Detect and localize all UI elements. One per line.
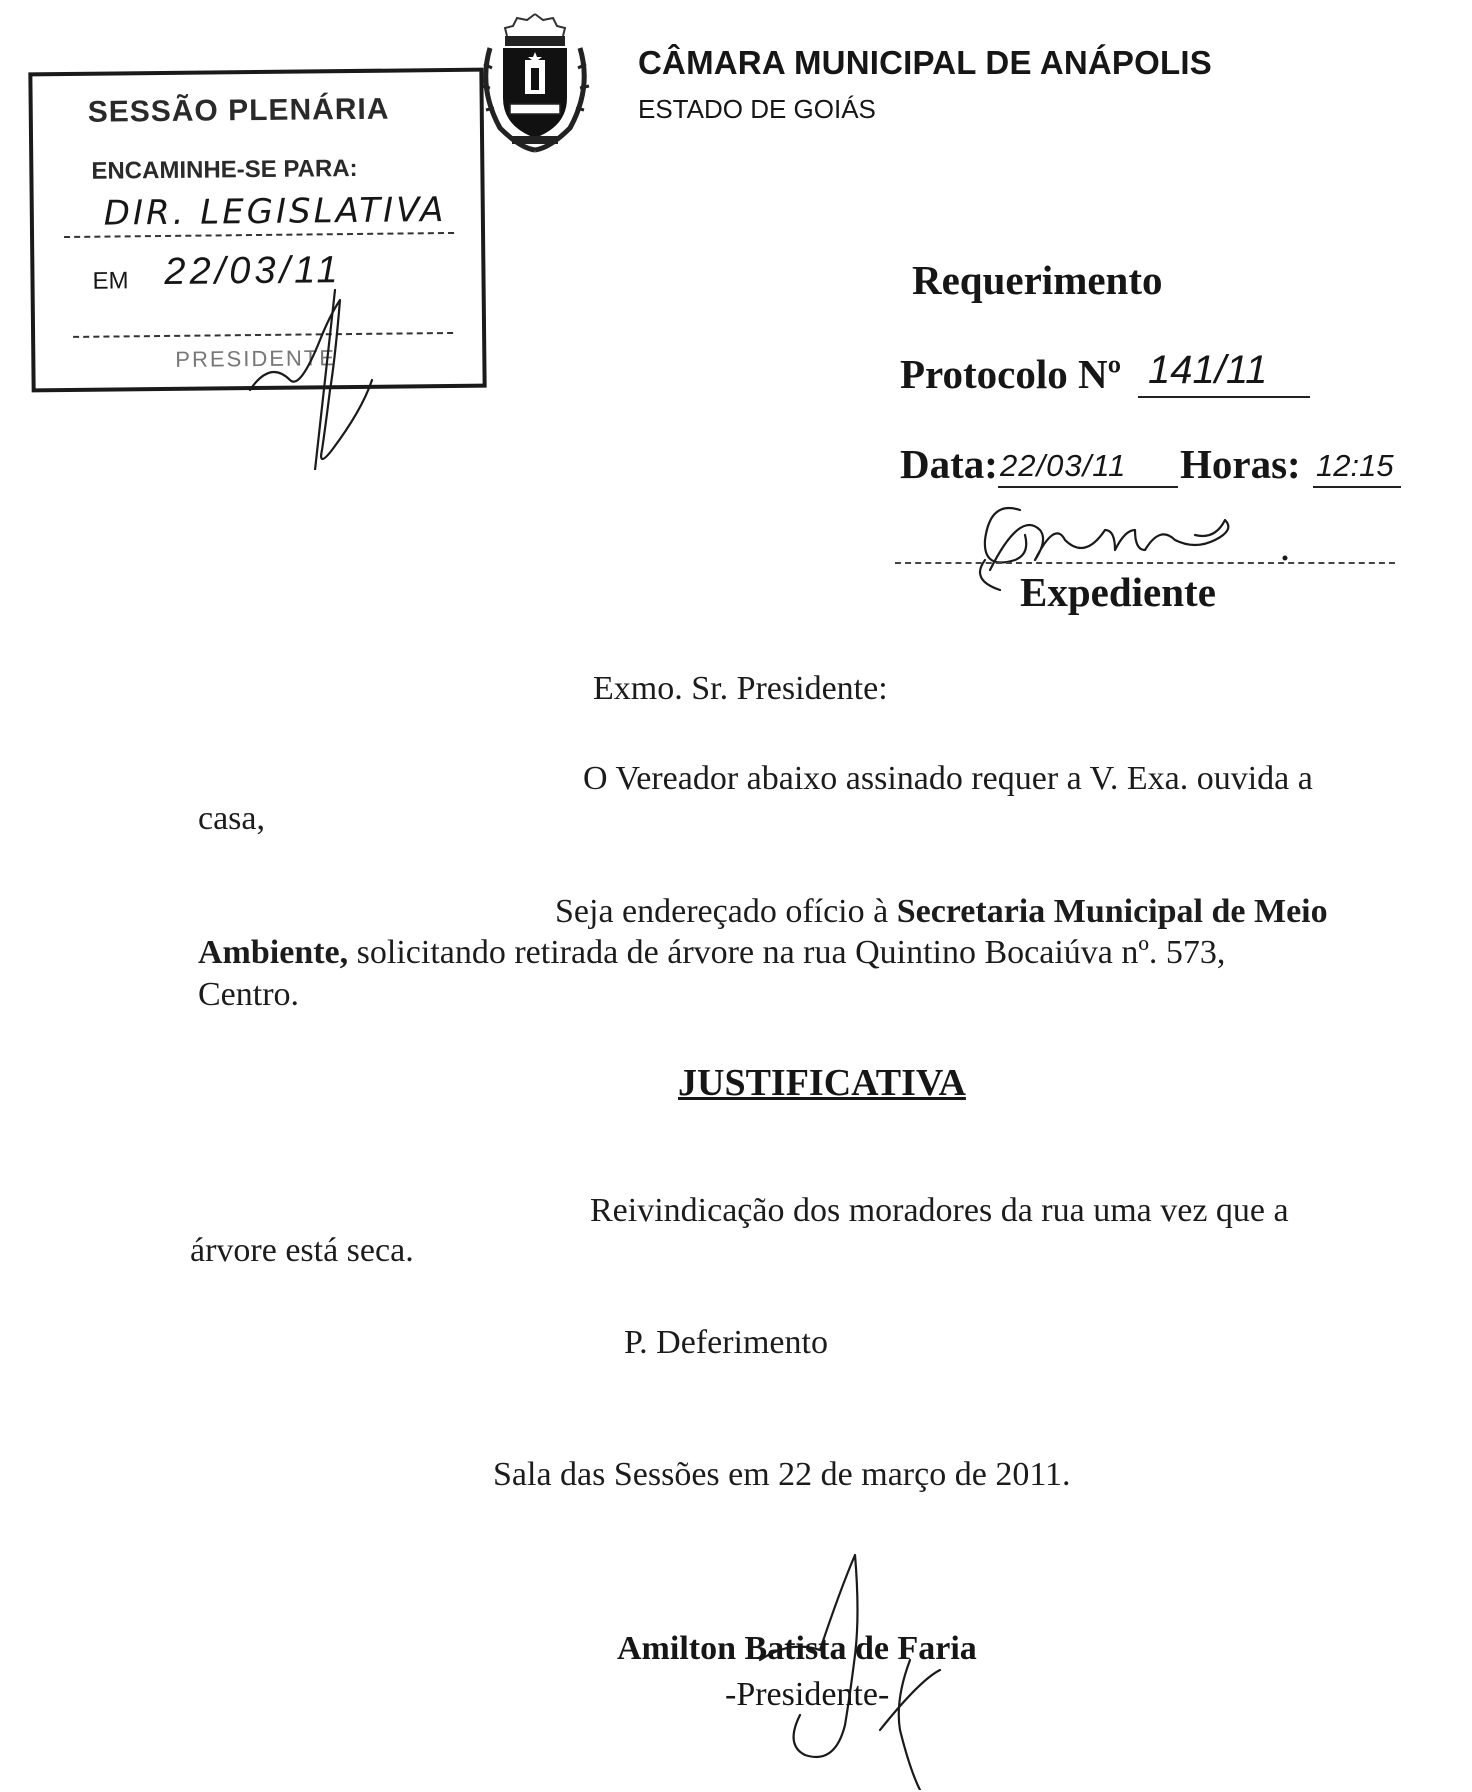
request-paragraph-line-1: O Vereador abaixo assinado requer a V. Exa. ouvida a: [583, 760, 1313, 797]
secretariat-name: Secretaria Municipal de Meio: [896, 893, 1328, 930]
stamp-date-label: EM: [92, 267, 129, 295]
expediente-label: Expediente: [1020, 569, 1216, 615]
stamp-date: 22/03/11: [164, 249, 342, 293]
expediente-signature-line: [895, 562, 1395, 564]
protocol-date: 22/03/11: [1000, 448, 1127, 483]
request-detail-line-3: Centro.: [198, 976, 300, 1013]
request-detail-line-2: [198, 934, 1225, 972]
secretariat-name-end: Ambiente,: [198, 934, 349, 971]
signer-role: -Presidente-: [725, 1676, 890, 1713]
salutation: Exmo. Sr. Presidente:: [593, 670, 888, 707]
protocol-date-label: Data:: [900, 441, 998, 487]
stamp-destination: DIR. LEGISLATIVA: [103, 190, 447, 234]
protocol-number: 141/11: [1148, 348, 1268, 392]
request-detail-line-1: [555, 893, 1328, 931]
president-signature: [720, 1550, 1000, 1790]
org-state: ESTADO DE GOIÁS: [638, 94, 876, 124]
protocol-hours-label: Horas:: [1180, 441, 1301, 487]
org-name: CÂMARA MUNICIPAL DE ANÁPOLIS: [638, 44, 1212, 81]
document-type: Requerimento: [912, 257, 1163, 303]
closing: P. Deferimento: [624, 1324, 828, 1361]
municipal-crest-icon: [470, 8, 600, 156]
request-paragraph-line-2: casa,: [198, 800, 266, 837]
request-detail-text: Seja endereçado ofício à: [555, 893, 897, 930]
justification-line-2: árvore está seca.: [190, 1232, 414, 1269]
stamp-role: PRESIDENTE: [175, 345, 337, 372]
stamp-signature: [240, 270, 410, 470]
protocol-underline: [1138, 396, 1310, 398]
justification-heading: JUSTIFICATIVA: [678, 1062, 966, 1104]
protocol-hours-underline: [1313, 486, 1401, 488]
protocol-date-underline: [998, 486, 1178, 488]
stamp-title: SESSÃO PLENÁRIA: [87, 92, 390, 129]
request-detail-address: solicitando retirada de árvore na rua Quintino Bocaiúva nº. 573,: [348, 934, 1226, 971]
protocol-hours: 12:15: [1316, 448, 1394, 483]
justification-line-1: Reivindicação dos moradores da rua uma vez que a: [590, 1192, 1289, 1229]
protocol-label: Protocolo Nº: [900, 351, 1122, 397]
signer-name: Amilton Batista de Faria: [617, 1630, 977, 1667]
place-date: Sala das Sessões em 22 de março de 2011.: [493, 1456, 1071, 1493]
stamp-forward-label: ENCAMINHE-SE PARA:: [91, 154, 358, 185]
